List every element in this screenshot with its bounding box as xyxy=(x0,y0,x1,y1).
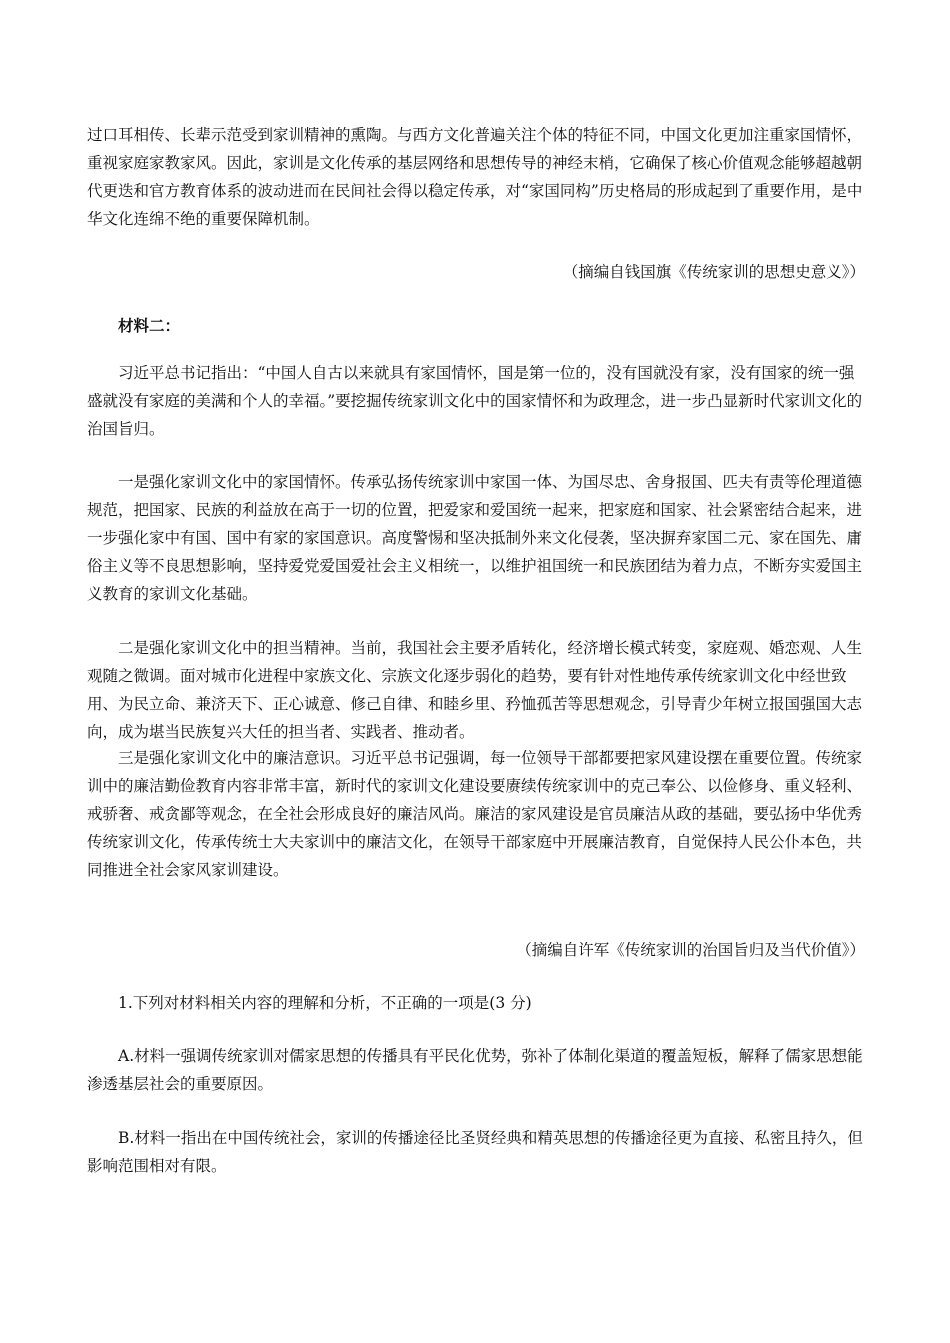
material2-paragraph-3: 二是强化家训文化中的担当精神。当前，我国社会主要矛盾转化，经济增长模式转变，家庭观、婚恋观、人生观随之微调。面对城市化进程中家族文化、宗族文化逐步弱化的趋势，要有针对性地传承传统家训文化中经世致用、为民立命、兼济天下、正心诚意、修己自律、和睦乡里、矜恤孤苦等思想观念，引导青少年树立报国强国大志向，成为堪当民族复兴大任的担当者、实践者、推动者。 xyxy=(87,639,863,741)
question-1-stem: 1.下列对材料相关内容的理解和分析，不正确的一项是(3 分) xyxy=(118,994,532,1012)
material2-paragraph-2: 一是强化家训文化中的家国情怀。传承弘扬传统家训中家国一体、为国尽忠、舍身报国、匹夫有责等伦理道德规范，把国家、民族的利益放在高于一切的位置，把爱家和爱国统一起来，把家庭和国家、社会紧密结合起来，进一步强化家中有国、国中有家的家国意识。高度警惕和坚决抵制外来文化侵袭，坚决摒弃家国二元、家在国先、庸俗主义等不良思想影响，坚持爱党爱国爱社会主义相统一，以维护祖国统一和民族团结为着力点，不断夯实爱国主义教育的家训文化基础。 xyxy=(87,473,863,603)
material2-label: 材料二： xyxy=(118,316,181,335)
question-1-option-a: A.材料一强调传统家训对儒家思想的传播具有平民化优势，弥补了体制化渠道的覆盖短板，解释了儒家思想能渗透基层社会的重要原因。 xyxy=(87,1047,863,1093)
material2-paragraph-4: 三是强化家训文化中的廉洁意识。习近平总书记强调，每一位领导干部都要把家风建设摆在重要位置。传统家训中的廉洁勤俭教育内容非常丰富，新时代的家训文化建设要赓续传统家训中的克己奉公、以俭修身、重义轻利、戒骄奢、戒贪鄙等观念，在全社会形成良好的廉洁风尚。廉洁的家风建设是官员廉洁从政的基础，要弘扬中华优秀传统家训文化，传承传统士大夫家训中的廉洁文化，在领导干部家庭中开展廉洁教育，自觉保持人民公仆本色，共同推进全社会家风家训建设。 xyxy=(87,749,863,879)
material2-source-citation: （摘编自许军《传统家训的治国旨归及当代价值》） xyxy=(516,941,865,959)
material1-tail-paragraph: 过口耳相传、长辈示范受到家训精神的熏陶。与西方文化普遍关注个体的特征不同，中国文化更加注重家国情怀，重视家庭家教家风。因此，家训是文化传承的基层网络和思想传导的神经末梢，它确保了核心价值观念能够超越朝代更迭和官方教育体系的波动进而在民间社会得以稳定传承，对“家国同构”历史格局的形成起到了重要作用，是中华文化连绵不绝的重要保障机制。 xyxy=(87,126,863,228)
question-1-option-b: B.材料一指出在中国传统社会，家训的传播途径比圣贤经典和精英思想的传播途径更为直接、私密且持久，但影响范围相对有限。 xyxy=(87,1129,863,1175)
material2-paragraph-1: 习近平总书记指出：“中国人自古以来就具有家国情怀，国是第一位的，没有国就没有家，没有国家的统一强盛就没有家庭的美满和个人的幸福。”要挖掘传统家训文化中的国家情怀和为政理念，进一步凸显新时代家训文化的治国旨归。 xyxy=(87,364,863,438)
material1-source-citation: （摘编自钱国旗《传统家训的思想史意义》） xyxy=(562,263,865,281)
